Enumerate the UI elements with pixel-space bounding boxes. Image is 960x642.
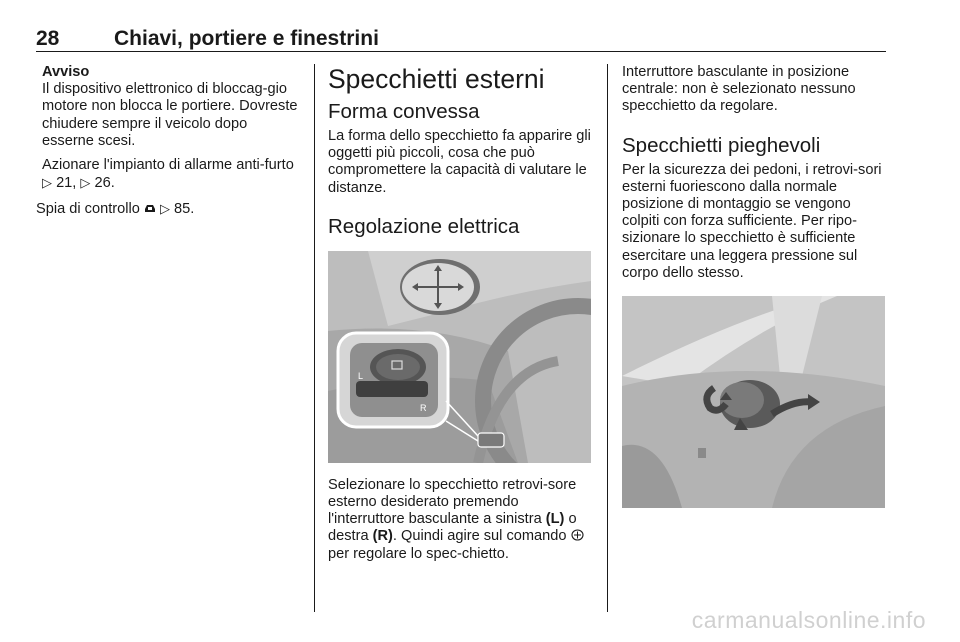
column-right bbox=[622, 64, 890, 522]
select-mirror-text: Selezionare lo specchietto retrovi-sore esterno desiderato premendo l'interruttore basculante a sinistra (L) o destra (R). Quindi agire sul comando per regolare lo spec-chietto. bbox=[328, 477, 593, 563]
reference-link[interactable]: 26. bbox=[94, 175, 115, 192]
neutral-text: Interruttore basculante in posizione centrale: non è selezionato nessuno specchietto da regolare. bbox=[622, 64, 856, 115]
column-divider bbox=[607, 64, 608, 612]
subsection-folding: Specchietti pieghevoli bbox=[622, 133, 821, 157]
reference-arrow-icon: ▷ bbox=[42, 175, 52, 191]
column-divider bbox=[314, 64, 315, 612]
page-number: 28 bbox=[36, 27, 60, 50]
reference-link[interactable]: 21, bbox=[56, 175, 77, 192]
convex-text: La forma dello specchietto fa apparire gli oggetti più piccoli, cosa che può compromettere la capacità di valutare le distanze. bbox=[328, 128, 591, 196]
notice-title: Avviso bbox=[42, 64, 90, 80]
chapter-title: Chiavi, portiere e finestrini bbox=[114, 27, 379, 50]
mirror-control-illustration bbox=[328, 251, 591, 463]
spia-text: Spia di controllo ▷ 85. bbox=[36, 201, 195, 218]
reference-arrow-icon: ▷ bbox=[159, 201, 170, 217]
switch-right-label: R bbox=[420, 402, 427, 413]
notice-box bbox=[36, 64, 300, 192]
watermark: carmanualsonline.info bbox=[691, 607, 926, 633]
column-left bbox=[36, 64, 300, 219]
subsection-electric: Regolazione elettrica bbox=[328, 214, 520, 238]
reference-arrow-icon: ▷ bbox=[80, 175, 91, 191]
car-lock-icon bbox=[144, 203, 156, 214]
alarm-text: Azionare l'impianto di allarme anti-furto ▷ 21, ▷ 26. bbox=[42, 157, 294, 192]
subsection-convex: Forma convessa bbox=[328, 100, 480, 123]
notice-text: Il dispositivo elettronico di bloccag-gio motore non blocca le portiere. Dovreste chiudere sempre il veicolo dopo esserne scesi. bbox=[42, 81, 298, 149]
column-middle bbox=[328, 64, 593, 563]
left-label: (L) bbox=[545, 511, 565, 528]
reference-link[interactable]: 85. bbox=[174, 201, 195, 218]
folding-mirror-illustration bbox=[622, 296, 885, 508]
mirror-adjust-icon bbox=[571, 529, 584, 541]
switch-left-label: L bbox=[358, 370, 364, 381]
page-header bbox=[36, 27, 886, 52]
section-title: Specchietti esterni bbox=[328, 64, 545, 94]
folding-text: Per la sicurezza dei pedoni, i retrovi-sori esterni fuoriescono dalla normale posizione di montaggio se vengono colpiti con forza sufficiente. Per ripo-sizionare lo specchietto è sufficiente esercitare una leggera pressione sul corpo dello stesso. bbox=[622, 161, 882, 281]
right-label: (R) bbox=[372, 528, 393, 545]
